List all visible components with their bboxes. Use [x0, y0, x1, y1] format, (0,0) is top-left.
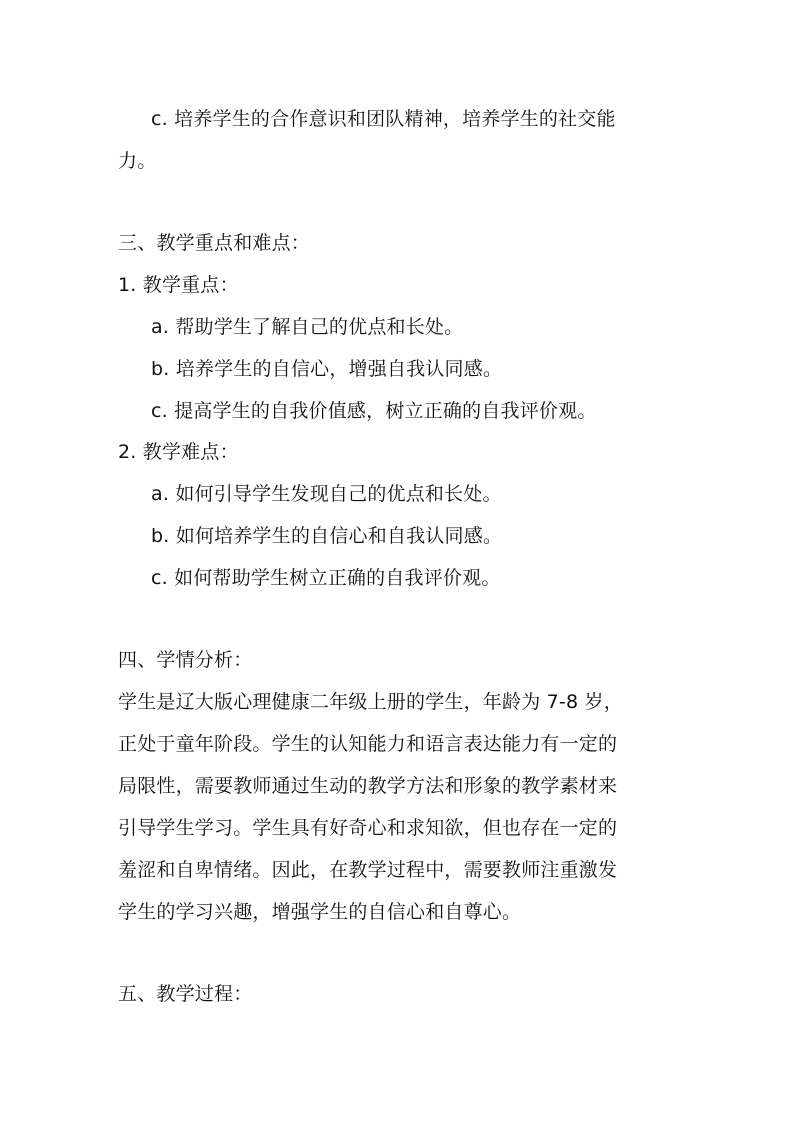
analysis-line-4: 引导学生学习。学生具有好奇心和求知欲，但也存在一定的 [118, 817, 618, 839]
difficulties-title: 2. 教学难点： [118, 441, 239, 463]
key-point-item-c: c. 提高学生的自我价值感，树立正确的自我评价观。 [151, 400, 597, 422]
section4-heading: 四、学情分析： [118, 649, 253, 671]
analysis-line-1: 学生是辽大版心理健康二年级上册的学生，年龄为 7-8 岁， [118, 691, 623, 713]
analysis-line-2: 正处于童年阶段。学生的认知能力和语言表达能力有一定的 [118, 733, 618, 755]
difficulty-item-c: c. 如何帮助学生树立正确的自我评价观。 [151, 567, 501, 589]
difficulty-item-a: a. 如何引导学生发现自己的优点和长处。 [151, 483, 502, 505]
analysis-line-6: 学生的学习兴趣，增强学生的自信心和自尊心。 [118, 901, 522, 923]
key-point-item-a: a. 帮助学生了解自己的优点和长处。 [151, 316, 464, 338]
analysis-line-3: 局限性，需要教师通过生动的教学方法和形象的教学素材来 [118, 775, 618, 797]
objective-item-c-line2: 力。 [118, 150, 157, 172]
key-point-item-b: b. 培养学生的自信心，增强自我认同感。 [151, 358, 503, 380]
key-points-title: 1. 教学重点： [118, 274, 239, 296]
difficulty-item-b: b. 如何培养学生的自信心和自我认同感。 [151, 525, 503, 547]
objective-item-c-line1: c. 培养学生的合作意识和团队精神，培养学生的社交能 [151, 108, 616, 130]
section5-heading: 五、教学过程： [118, 983, 253, 1005]
analysis-line-5: 羞涩和自卑情绪。因此，在教学过程中，需要教师注重激发 [118, 859, 618, 881]
section3-heading: 三、教学重点和难点： [118, 232, 311, 254]
